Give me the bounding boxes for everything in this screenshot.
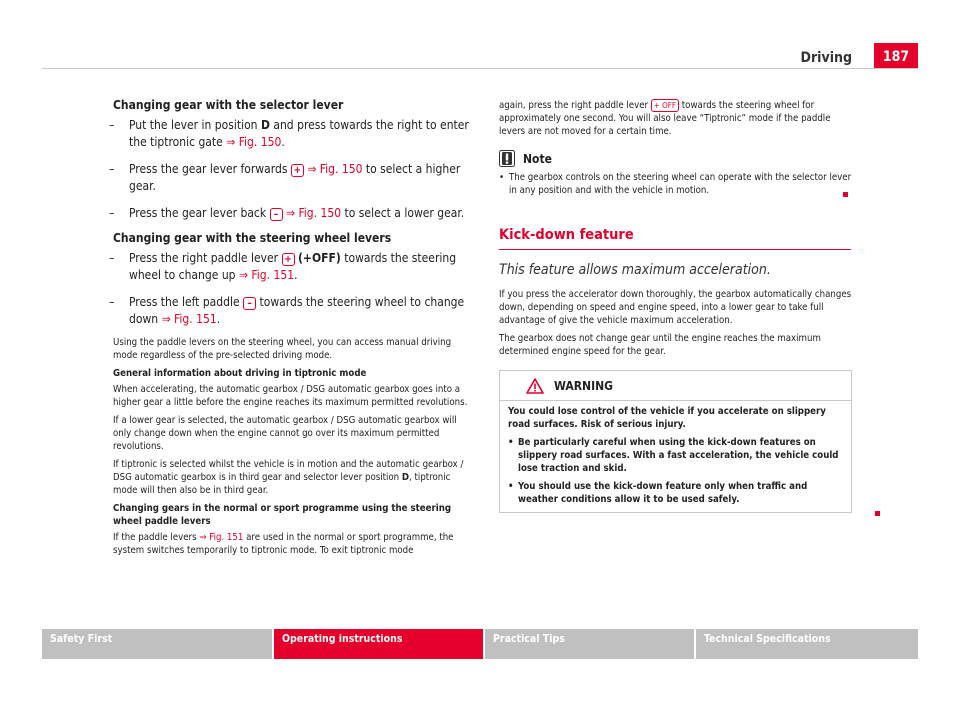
section-title: Kick-down feature <box>499 227 634 243</box>
minus-key-icon: – <box>270 208 283 221</box>
tab-operating-instructions[interactable]: Operating instructions <box>274 629 483 659</box>
subheading: General information about driving in tiptronic mode <box>113 368 367 379</box>
instruction-item: – Press the left paddle – towards the steering wheel to change down ⇒ Fig. 151. <box>109 295 465 326</box>
paragraph: If the paddle levers ⇒ Fig. 151 are used in the normal or sport programme, the system switches temporarily to tiptronic mode. To exit tiptronic mode <box>113 532 454 556</box>
warning-text: You could lose control of the vehicle if you accelerate on slippery road surfaces. Risk of serious injury. <box>508 406 826 430</box>
paragraph: If a lower gear is selected, the automatic gearbox / DSG automatic gearbox will only change down when the engine cannot go over its maximum permitted revolutions. <box>113 415 457 452</box>
figure-link[interactable]: ⇒ Fig. 150 <box>285 206 342 220</box>
instruction-item: – Press the gear lever forwards + ⇒ Fig. 150 to select a higher gear. <box>109 162 461 193</box>
note-hand-icon <box>499 150 515 167</box>
plus-key-icon: + <box>291 164 304 177</box>
end-square-icon <box>843 192 848 197</box>
paragraph: Using the paddle levers on the steering wheel, you can access manual driving mode regardless of the pre-selected driving mode. <box>113 337 452 361</box>
figure-link[interactable]: ⇒ Fig. 151 <box>199 532 244 543</box>
instruction-item: – Put the lever in position D and press towards the right to enter the tiptronic gate ⇒ Fig. 150. <box>109 118 469 149</box>
paragraph: The gearbox does not change gear until the engine reaches the maximum determined engine speed for the gear. <box>499 333 821 357</box>
dash-bullet: – <box>109 295 115 309</box>
section-divider <box>499 249 851 250</box>
dash-bullet: – <box>109 206 115 220</box>
warning-item: • You should use the kick-down feature only when traffic and weather conditions allow it to be used safely. <box>508 481 808 505</box>
minus-key-icon: – <box>243 297 256 310</box>
tab-safety-first[interactable]: Safety First <box>42 629 272 659</box>
tab-technical-specifications[interactable]: Technical Specifications <box>696 629 918 659</box>
paragraph: again, press the right paddle lever + OFF towards the steering wheel for approximately one second. You will also leave “Tiptronic” mode if the paddle levers are not moved for a certain time. <box>499 100 831 137</box>
warning-box <box>499 370 852 513</box>
warning-triangle-icon <box>526 378 544 394</box>
note-item: • The gearbox controls on the steering wheel can operate with the selector lever in any position and with the vehicle in motion. <box>499 172 852 196</box>
instruction-item: – Press the right paddle lever + (+OFF) towards the steering wheel to change up ⇒ Fig. 151. <box>109 251 457 282</box>
page-section-title: Driving <box>800 50 852 66</box>
instruction-item: – Press the gear lever back – ⇒ Fig. 150 to select a lower gear. <box>109 206 465 220</box>
left-column <box>109 97 473 557</box>
page-number: 187 <box>874 43 918 69</box>
figure-link[interactable]: ⇒ Fig. 150 <box>226 135 282 149</box>
header-divider <box>42 68 918 69</box>
dash-bullet: – <box>109 251 115 265</box>
paragraph: When accelerating, the automatic gearbox / DSG automatic gearbox goes into a higher gear a little before the engine reaches its maximum permitted revolutions. <box>113 384 468 408</box>
note-title: Note <box>523 151 552 166</box>
figure-link[interactable]: ⇒ Fig. 151 <box>238 268 295 282</box>
subheading: Changing gears in the normal or sport programme using the steering wheel paddle levers <box>113 503 452 527</box>
figure-link[interactable]: ⇒ Fig. 150 <box>307 162 363 176</box>
plus-off-key-icon: + OFF <box>651 99 679 112</box>
dash-bullet: – <box>109 162 115 176</box>
warning-title: WARNING <box>554 378 613 393</box>
paragraph: If tiptronic is selected whilst the vehicle is in motion and the automatic gearbox / DSG automatic gearbox is in third gear and selector lever position D, tiptronic mode will then also be in third gear. <box>113 459 464 496</box>
footer-nav <box>42 629 918 659</box>
tab-practical-tips[interactable]: Practical Tips <box>485 629 694 659</box>
right-column <box>499 97 852 513</box>
section-intro: This feature allows maximum acceleration. <box>499 262 771 278</box>
figure-link[interactable]: ⇒ Fig. 151 <box>161 312 217 326</box>
dash-bullet: – <box>109 118 115 132</box>
paragraph: If you press the accelerator down thoroughly, the gearbox automatically changes down, depending on speed and engine speed, into a lower gear to take full advantage of give the vehicle maximum acceleration. <box>499 289 852 326</box>
warning-header <box>500 371 851 401</box>
end-square-icon <box>875 511 880 516</box>
warning-body <box>500 401 851 506</box>
heading-steering-levers: Changing gear with the steering wheel levers <box>113 231 392 245</box>
heading-selector-lever: Changing gear with the selector lever <box>113 98 344 112</box>
note-header <box>499 150 852 167</box>
plus-key-icon: + <box>282 253 295 266</box>
warning-item: • Be particularly careful when using the kick-down features on slippery road surfaces. With a fast acceleration, the vehicle could lose traction and skid. <box>508 437 839 474</box>
